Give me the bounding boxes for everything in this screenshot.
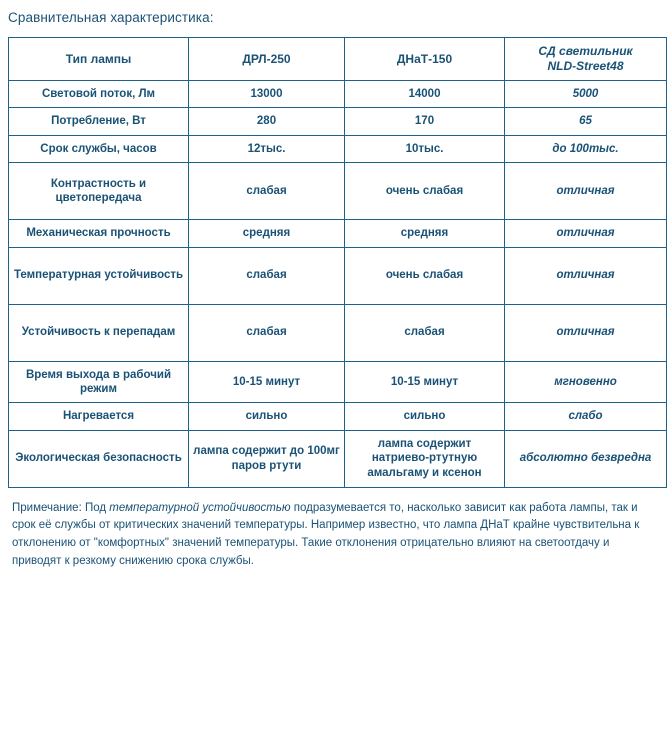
table-body [9, 81, 667, 488]
column-header-led-line1: СД светильник [538, 44, 633, 58]
column-header-dnat150: ДНаТ-150 [345, 38, 505, 81]
cell-drl250: 13000 [189, 81, 345, 108]
cell-led: отличная [505, 163, 667, 220]
footnote-prefix: Примечание: Под [12, 501, 110, 514]
page-title: Сравнительная характеристика: [8, 10, 214, 25]
row-label: Температурная устойчивость [9, 247, 189, 304]
table-header-row [9, 38, 667, 81]
row-label: Устойчивость к перепадам [9, 304, 189, 361]
column-header-drl250: ДРЛ-250 [189, 38, 345, 81]
cell-dnat150: 14000 [345, 81, 505, 108]
cell-dnat150: очень слабая [345, 247, 505, 304]
cell-led: 5000 [505, 81, 667, 108]
cell-drl250: сильно [189, 403, 345, 430]
cell-dnat150: 10-15 минут [345, 361, 505, 403]
cell-led: мгновенно [505, 361, 667, 403]
table-row [9, 403, 667, 430]
cell-drl250: 280 [189, 108, 345, 135]
cell-led: слабо [505, 403, 667, 430]
row-label: Нагревается [9, 403, 189, 430]
row-label: Контрастность и цветопередача [9, 163, 189, 220]
column-header-led-line2: NLD-Street48 [547, 59, 624, 73]
cell-drl250: 10-15 минут [189, 361, 345, 403]
cell-dnat150: сильно [345, 403, 505, 430]
table-row [9, 135, 667, 162]
cell-led: отличная [505, 220, 667, 247]
cell-drl250: 12тыс. [189, 135, 345, 162]
cell-led: 65 [505, 108, 667, 135]
row-label: Механическая прочность [9, 220, 189, 247]
row-label: Световой поток, Лм [9, 81, 189, 108]
cell-drl250: средняя [189, 220, 345, 247]
footnote [12, 500, 661, 571]
comparison-table [8, 37, 667, 488]
cell-dnat150: средняя [345, 220, 505, 247]
column-header-lamp-type: Тип лампы [9, 38, 189, 81]
table-header [9, 38, 667, 81]
cell-dnat150: очень слабая [345, 163, 505, 220]
row-label: Потребление, Вт [9, 108, 189, 135]
row-label: Время выхода в рабочий режим [9, 361, 189, 403]
table-row [9, 430, 667, 487]
row-label: Экологическая безопасность [9, 430, 189, 487]
table-row [9, 163, 667, 220]
table-row [9, 247, 667, 304]
table-row [9, 108, 667, 135]
cell-dnat150: лампа содержит натриево-ртутную амальгаму и ксенон [345, 430, 505, 487]
column-header-led-fixture [505, 38, 667, 81]
cell-led: до 100тыс. [505, 135, 667, 162]
row-label: Срок службы, часов [9, 135, 189, 162]
table-row [9, 304, 667, 361]
cell-led: отличная [505, 304, 667, 361]
table-row [9, 361, 667, 403]
cell-drl250: слабая [189, 247, 345, 304]
cell-drl250: лампа содержит до 100мг паров ртути [189, 430, 345, 487]
cell-dnat150: слабая [345, 304, 505, 361]
footnote-rest: подразумевается то, насколько зависит как работа лампы, так и срок её службы от критических значений температуры. Например известно, что лампа ДНаТ крайне чувствительна к отклонению от "комфортных" значений температуры. Такие отклонения отрицательно влияют на светоотдачу и приводят к резкому снижению срока службы. [12, 501, 640, 568]
footnote-italic-term: температурной устойчивостью [109, 501, 291, 514]
cell-led: отличная [505, 247, 667, 304]
table-row [9, 81, 667, 108]
cell-dnat150: 170 [345, 108, 505, 135]
cell-dnat150: 10тыс. [345, 135, 505, 162]
table-row [9, 220, 667, 247]
cell-drl250: слабая [189, 304, 345, 361]
cell-drl250: слабая [189, 163, 345, 220]
cell-led: абсолютно безвредна [505, 430, 667, 487]
